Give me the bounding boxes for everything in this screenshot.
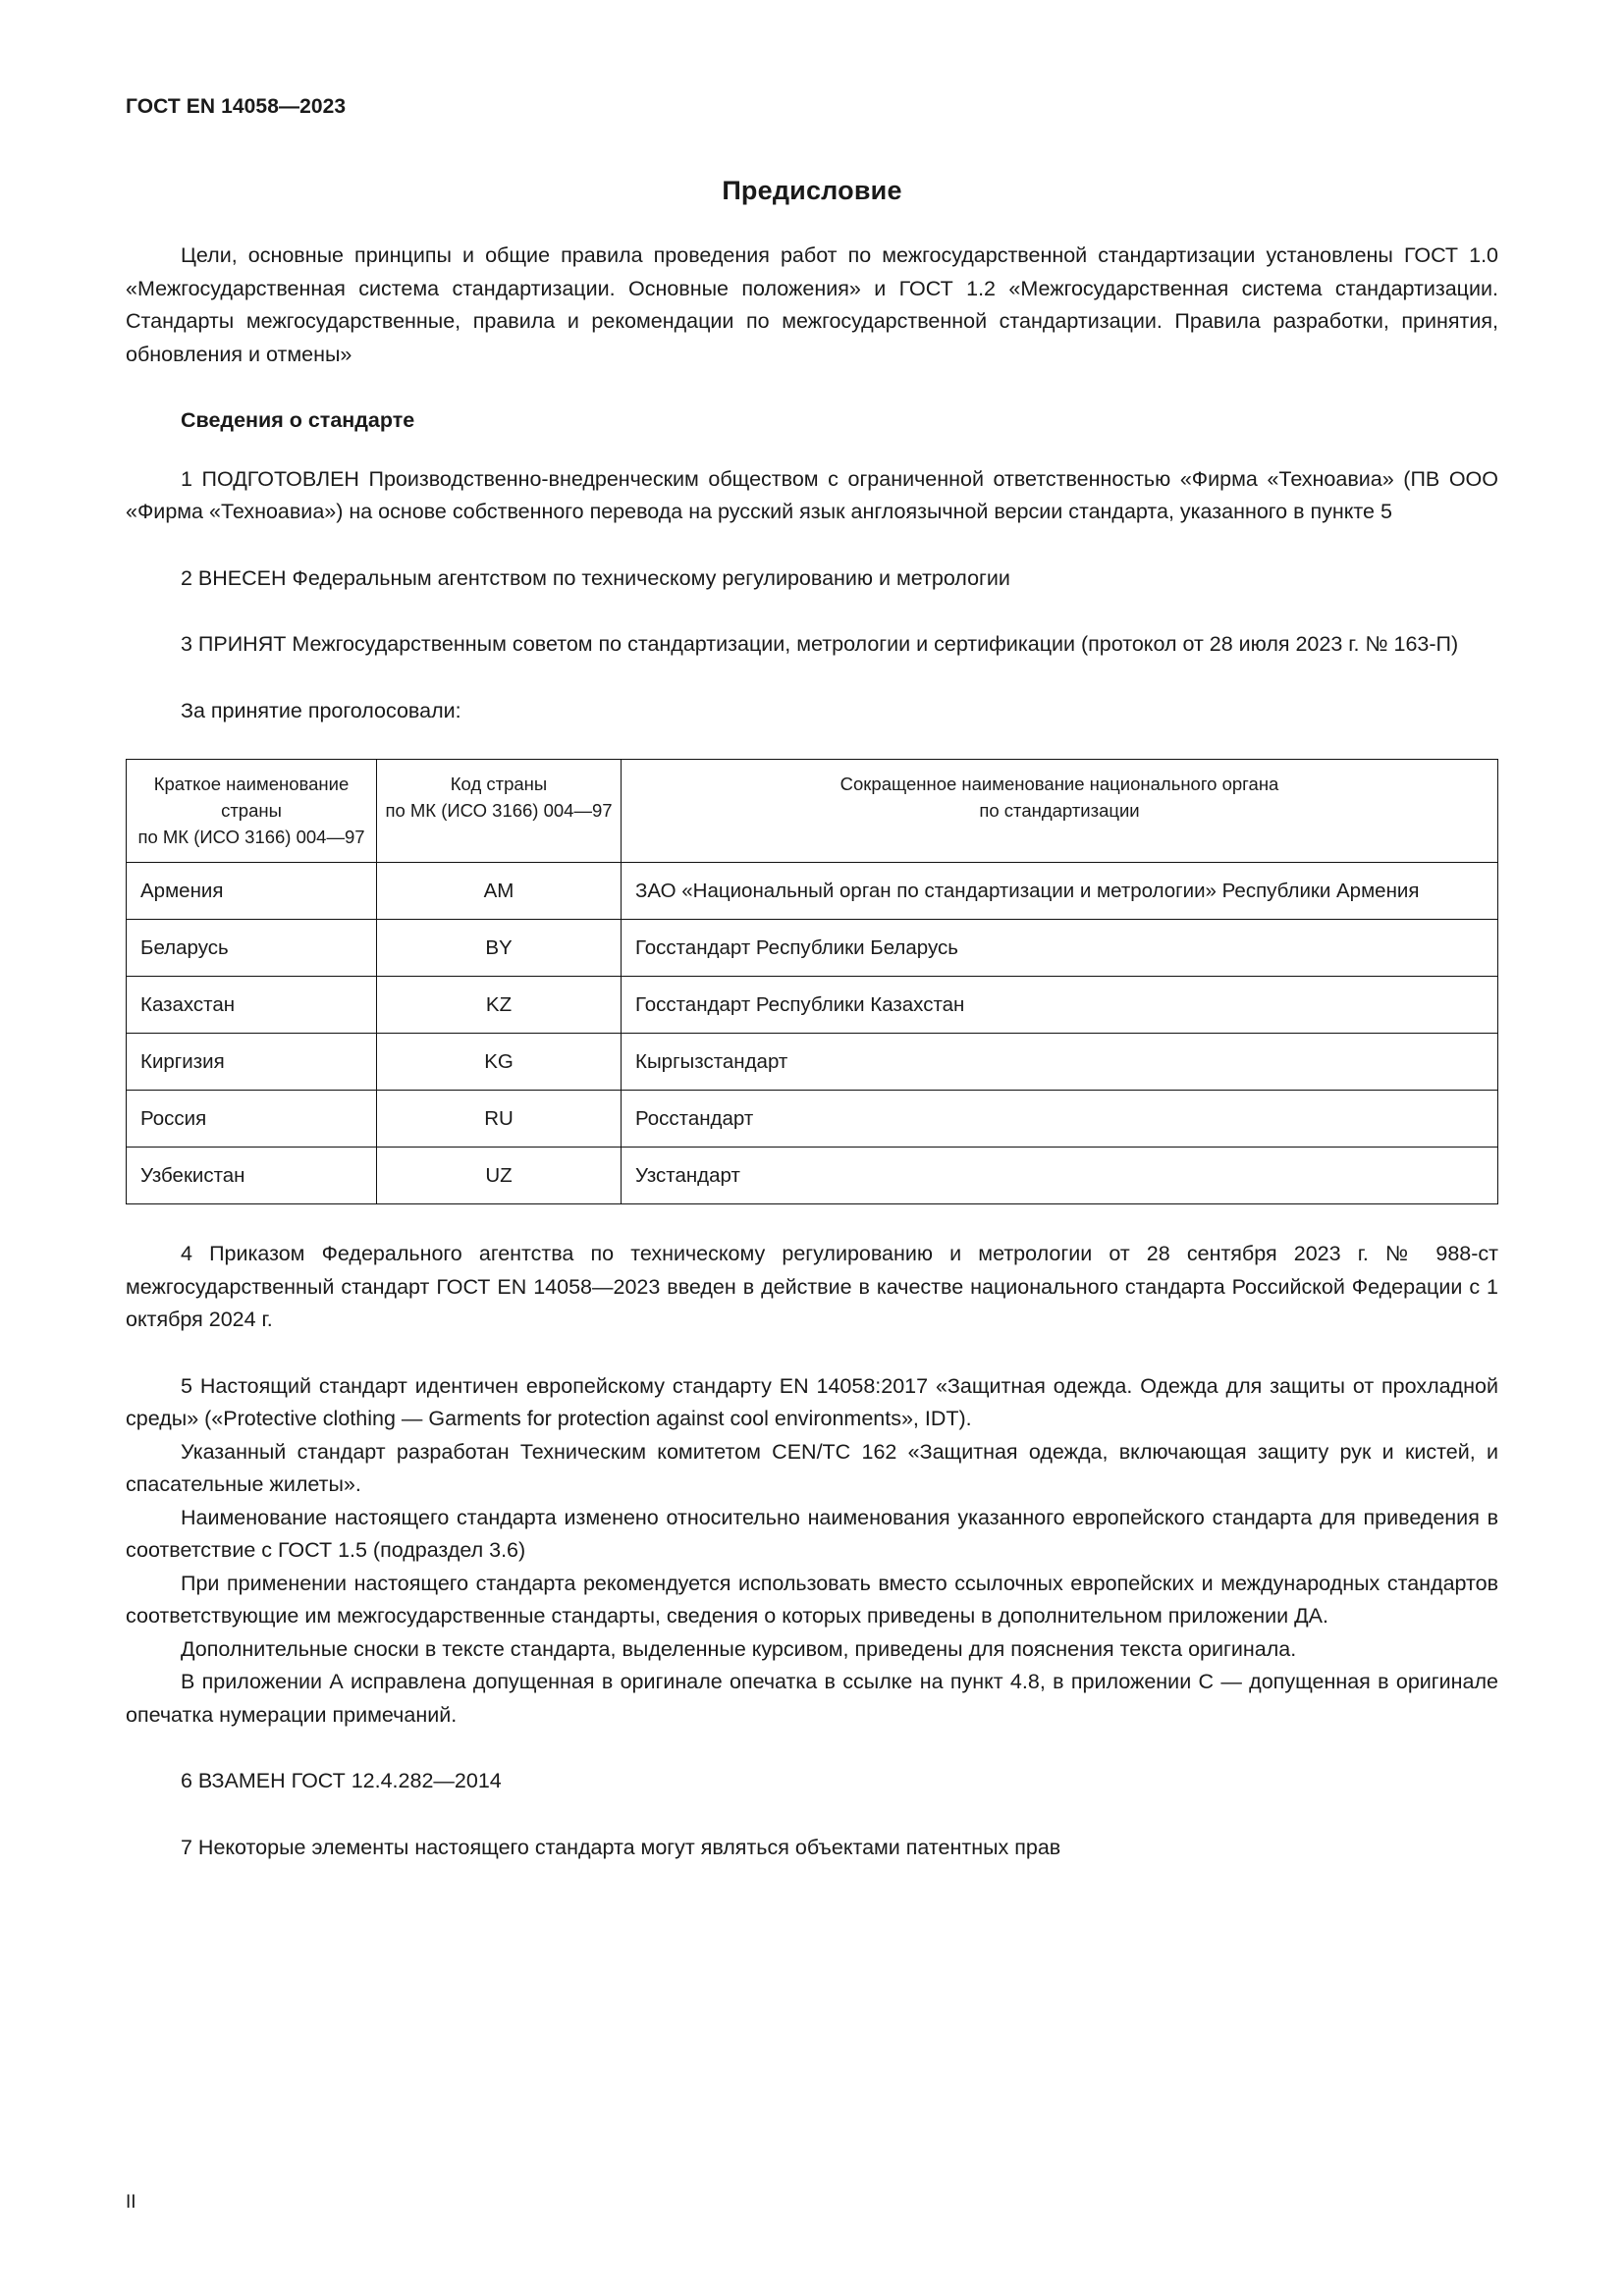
cell-code: BY: [377, 920, 622, 977]
cell-code: UZ: [377, 1148, 622, 1204]
standard-info-item-4: 4 Приказом Федерального агентства по техническому регулированию и метрологии от 28 сентября 2023 г. № 988-ст межгосударственный стандарт ГОСТ EN 14058—2023 введен в действие в качестве национального стандарта Российской Федерации с 1 октября 2024 г.: [126, 1242, 1498, 1332]
standard-info-item-5: 5 Настоящий стандарт идентичен европейскому стандарту EN 14058:2017 «Защитная одежда. Одежда для защиты от прохладной среды» («Protective clothing — Garments for protection against cool environments», IDT).: [126, 1373, 1498, 1431]
page-number: II: [126, 2192, 136, 2213]
cell-country: Россия: [127, 1091, 377, 1148]
vote-intro-text: За принятие проголосовали:: [181, 698, 461, 722]
standard-info-item-5-note-2: Наименование настоящего стандарта изменено относительно наименования указанного европейского стандарта для приведения в соответствие с ГОСТ 1.5 (подраздел 3.6): [126, 1505, 1498, 1563]
column-header-country-line1: Краткое наименование страны: [153, 774, 350, 822]
cell-code: KZ: [377, 977, 622, 1034]
standard-info-item-6: 6 ВЗАМЕН ГОСТ 12.4.282—2014: [181, 1769, 502, 1793]
page-title: Предисловие: [722, 176, 902, 206]
table-row: [127, 863, 1498, 920]
column-header-country-line2: по МК (ИСО 3166) 004—97: [137, 827, 365, 848]
cell-country: Казахстан: [127, 977, 377, 1034]
column-header-code: [377, 760, 622, 863]
cell-code: RU: [377, 1091, 622, 1148]
intro-paragraph: Цели, основные принципы и общие правила проведения работ по межгосударственной стандартизации установлены ГОСТ 1.0 «Межгосударственная система стандартизации. Основные положения» и ГОСТ 1.2 «Межгосударственная система стандартизации. Стандарты межгосударственные, правила и рекомендации по межгосударственной стандартизации. Правила разработки, принятия, обновления и отмены»: [126, 243, 1498, 366]
cell-code: AM: [377, 863, 622, 920]
column-header-national-body-line2: по стандартизации: [979, 800, 1140, 822]
running-header: ГОСТ EN 14058—2023: [126, 95, 347, 118]
cell-national-body: Узстандарт: [622, 1148, 1498, 1204]
standard-info-item-5-note-4: Дополнительные сноски в тексте стандарта, выделенные курсивом, приведены для пояснения текста оригинала.: [181, 1636, 1297, 1661]
standard-info-item-5-note-1: Указанный стандарт разработан Техническим комитетом CEN/TC 162 «Защитная одежда, включающая защиту рук и кистей, и спасательные жилеты».: [126, 1439, 1498, 1497]
column-header-national-body-line1: Сокращенное наименование национального органа: [839, 774, 1279, 795]
cell-country: Киргизия: [127, 1034, 377, 1091]
cell-national-body: Госстандарт Республики Казахстан: [622, 977, 1498, 1034]
cell-country: Беларусь: [127, 920, 377, 977]
column-header-code-line1: Код страны: [450, 774, 548, 795]
table-header-row: [127, 760, 1498, 863]
vote-table-head: [127, 760, 1498, 863]
cell-national-body: Кыргызстандарт: [622, 1034, 1498, 1091]
column-header-country: [127, 760, 377, 863]
vote-table: [126, 759, 1498, 1204]
cell-country: Армения: [127, 863, 377, 920]
column-header-code-line2: по МК (ИСО 3166) 004—97: [385, 800, 613, 822]
cell-national-body: ЗАО «Национальный орган по стандартизации и метрологии» Республики Армения: [622, 863, 1498, 920]
standard-info-item-7: 7 Некоторые элементы настоящего стандарта могут являться объектами патентных прав: [181, 1835, 1061, 1859]
table-row: [127, 1148, 1498, 1204]
vote-table-body: [127, 863, 1498, 1204]
standard-info-item-1: 1 ПОДГОТОВЛЕН Производственно-внедренческим обществом с ограниченной ответственностью «Фирма «Техноавиа» (ПВ ООО «Фирма «Техноавиа») на основе собственного перевода на русский язык англоязычной версии стандарта, указанного в пункте 5: [126, 466, 1498, 524]
standard-info-item-5-note-5: В приложении А исправлена допущенная в оригинале опечатка в ссылке на пункт 4.8, в приложении С — допущенная в оригинале опечатка нумерации примечаний.: [126, 1670, 1498, 1727]
vote-table-wrapper: [126, 759, 1498, 1204]
column-header-national-body: [622, 760, 1498, 863]
page-content: [126, 94, 1498, 1864]
table-row: [127, 1034, 1498, 1091]
standard-info-item-2: 2 ВНЕСЕН Федеральным агентством по техническому регулированию и метрологии: [181, 565, 1010, 590]
table-row: [127, 1091, 1498, 1148]
cell-national-body: Росстандарт: [622, 1091, 1498, 1148]
standard-info-item-5-note-3: При применении настоящего стандарта рекомендуется использовать вместо ссылочных европейских и международных стандартов соответствующие им межгосударственные стандарты, сведения о которых приведены в дополнительном приложении ДА.: [126, 1571, 1498, 1629]
table-row: [127, 977, 1498, 1034]
table-row: [127, 920, 1498, 977]
standard-info-heading: Сведения о стандарте: [181, 408, 415, 433]
standard-info-item-3: 3 ПРИНЯТ Межгосударственным советом по стандартизации, метрологии и сертификации (протокол от 28 июля 2023 г. № 163-П): [181, 632, 1459, 657]
cell-national-body: Госстандарт Республики Беларусь: [622, 920, 1498, 977]
cell-country: Узбекистан: [127, 1148, 377, 1204]
cell-code: KG: [377, 1034, 622, 1091]
